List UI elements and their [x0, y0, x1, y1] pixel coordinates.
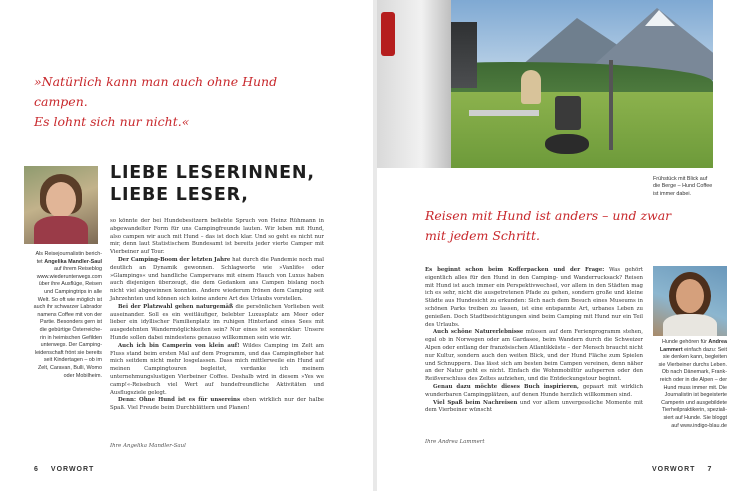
folio	[34, 466, 94, 473]
pull-quote	[425, 206, 695, 246]
bio-line: leidenschaft frönt sie bereits	[34, 349, 102, 356]
coauthor-portrait-image	[653, 266, 727, 336]
bio-line: Zelt, Caravan, Bulli, Womo	[37, 364, 102, 371]
bio-line: Hund muss immer mit. Die	[663, 384, 727, 391]
left-page	[0, 0, 373, 491]
page-number: 6	[34, 466, 39, 473]
paragraph: Auch schöne Naturerlebnisse müssen auf dem Ferienprogramm stehen, egal ob in Norwegen oder am Gardasee, beim Wandern durch die Schweizer Alpen oder entlang der französischen Atlantikküste – der Mensch braucht nicht nur Kultur, sondern auch den weiten Blick, und der Hund Fläche zum Spielen und Schnuppern. Das lässt sich am besten beim Campen vereinen, denn näher an der Natur geht es nicht. Einfach die Wohnmobiltür aufsperren oder den Reißverschluss des Zeltes aufziehen, und die Entdeckungstour beginnt.	[425, 329, 643, 383]
paragraph: Genau dazu möchte dieses Buch inspirieren, gepaart mit wirklich wunderbaren Campingplätzen, auf denen Hunde herzlich willkommen sind.	[425, 383, 643, 398]
camping-photo	[377, 0, 713, 168]
bio-line: Camperin und ausgebildete	[661, 399, 727, 406]
paragraph: Der Camping-Boom der letzten Jahre hat durch die Pandemie noch mal deutlich an Dynamik gewonnen. Schlagworte wie »Vanlife« oder »Glampings« und handliche Campervans mit einem Hauch von Luxus haben auch diejenigen überzeugt, die dem Gedanken ans Campen bislang noch nicht viel abgewinnen konnten. Andere wiederum frönen dem Camping seit Jahrzehnten und können sich keine andere Art des Urlaubs vorstellen.	[110, 256, 324, 302]
folio	[652, 466, 712, 473]
bio-line: Ob nach Dänemark, Frank-	[661, 369, 727, 376]
heading-line: LIEBE LESERINNEN,	[110, 163, 315, 183]
photo-caption	[653, 176, 733, 198]
paragraph: Auch ich bin Camperin von klein auf! Wildes Camping im Zelt am Fluss stand beim ersten Mal auf dem Programm, und das Campingfieber hat mich seitdem nicht mehr losgelassen. Dass mich mittlerweile ein Hund auf meinen Campingtouren begleitet, verdanke ich meinem unternehmungslustigen Vierbeiner Coffee. Deshalb wird in diesem »Yes we camp!«-Reisebuch viel Wert auf hundefreundliche Aktivitäten und Ausflugsziele gelegt.	[110, 342, 325, 396]
paragraph: Bei der Platzwahl gehen naturgemäß die persönlichen Vorlieben weit auseinander. Soll es ein weitläufiger, belebter Luxusplatz am Meer oder lieber ein idyllischer Familienplatz im ruhigen Hinterland eines Sees mit ausgedehnten Wandermöglichkeiten sein? Nur eines ist sonnenklar: Unsere Hunde sollen dabei mindestens genauso willkommen sein wie wir.	[110, 303, 324, 341]
signature: Ihre Andrea Lammert	[425, 439, 485, 445]
caption-line: Frühstück mit Blick auf	[653, 176, 708, 182]
quote-line: Es lohnt sich nur nicht.«	[34, 114, 190, 129]
quote-line: mit jedem Schritt.	[425, 228, 540, 243]
body-text	[110, 218, 324, 413]
bio-line: Tierheilpraktikerin, speziali-	[661, 407, 727, 414]
author-bio	[24, 251, 102, 380]
bio-line: Lammert einfach dazu: Seit	[659, 346, 727, 353]
bio-line: sie denken kann, begleiten	[662, 354, 727, 361]
bio-line: www.wiederunterwegs.com	[36, 273, 102, 280]
bio-line: die gebürtige Österreiche-	[39, 326, 102, 333]
bio-line: tet Angelika Mandler-Saul	[36, 258, 102, 265]
caption-line: die Berge – Hund Coffee	[653, 183, 713, 190]
bio-line: auf ihrem Reiseblog	[54, 266, 102, 273]
bio-line: seit Kindertagen – ob im	[43, 357, 102, 364]
section-label: VORWORT	[50, 466, 95, 473]
bio-line: Welt. So oft wie möglich ist	[37, 296, 102, 303]
bio-line: Partie. Besonders gern ist	[39, 319, 102, 326]
bio-line: rin in heimischen Gefilden	[39, 334, 102, 341]
bio-line: Als Reisejournalistin berich-	[35, 251, 102, 257]
page-heading	[110, 162, 315, 206]
bio-line: siert auf Hunde. Sie bloggt	[663, 414, 727, 421]
bio-line: Hunde gehören für Andrea	[661, 339, 727, 345]
bio-line: unterwegs. Der Camping-	[40, 342, 102, 349]
bio-line: namens Coffee mit von der	[37, 311, 102, 318]
bio-line: reich oder in die Alpen – der	[659, 376, 727, 383]
bio-line: Journalistin ist begeisterte	[664, 392, 727, 399]
section-label: VORWORT	[652, 466, 696, 473]
bio-line: und Campingtrips in alle	[44, 288, 102, 295]
quote-line: Reisen mit Hund ist anders – und zwar	[425, 208, 672, 223]
caption-line: ist immer dabei.	[653, 190, 692, 197]
paragraph: so könnte der bei Hundebesitzern beliebte Spruch von Heinz Rühmann in abgewandelter Form für uns Campingfreunde lauten. Wir leben mit Hund, also campen wir auch mit Hund – das ist doch klar. Und so geht es nicht nur mir, denn laut Statistischem Bundesamt ist bereits jeder vierte Camper mit Vierbeiner auf Tour.	[110, 218, 324, 256]
bio-line: über ihre Ausflüge, Reisen	[38, 281, 102, 288]
page-number: 7	[707, 466, 713, 473]
bio-line: oder Mobilheim.	[63, 372, 102, 379]
quote-line: »Natürlich kann man auch ohne Hund campen.	[34, 74, 278, 109]
body-text	[425, 267, 643, 415]
paragraph: Denn: Ohne Hund ist es für unsereins eben wirklich nur der halbe Spaß. Viel Freude beim Durchblättern und Planen!	[110, 397, 324, 412]
bio-line: auf www.indigo-blau.de	[671, 422, 727, 429]
bio-line: sie Vierbeiner durchs Leben.	[658, 361, 727, 368]
author-portrait-image	[24, 166, 98, 244]
heading-line: LIEBE LESER,	[110, 185, 249, 205]
signature: Ihre Angelika Mandler-Saul	[110, 443, 186, 449]
pull-quote	[34, 72, 334, 132]
right-page	[377, 0, 750, 491]
coauthor-bio	[639, 339, 727, 430]
paragraph: Es beginnt schon beim Kofferpacken und der Frage: Was gehört eigentlich alles für den Hund in den Camping- und Wanderrucksack? Reisen mit Hund ist auch immer ein Perspektivwechsel, vor allem in den Städten mag ich es sehr, nicht die ausgetretenen Pfade zu gehen, sondern große und kleine Städte aus Hundesicht zu erkunden: Sich nach dem Besuch eines Museums in schönen Parks treiben zu lassen, ist eine entspannte Art, urbanes Leben zu genießen. Doch Stadtbesichtigungen sind beim Camping mit Hund nur ein Teil des Urlaubs.	[425, 267, 643, 328]
paragraph: Viel Spaß beim Nachreisen und vor allem unvergessliche Momente mit dem Vierbeiner wünscht	[425, 399, 643, 414]
bio-line: auch ihr schwarzer Labrador	[33, 304, 102, 311]
